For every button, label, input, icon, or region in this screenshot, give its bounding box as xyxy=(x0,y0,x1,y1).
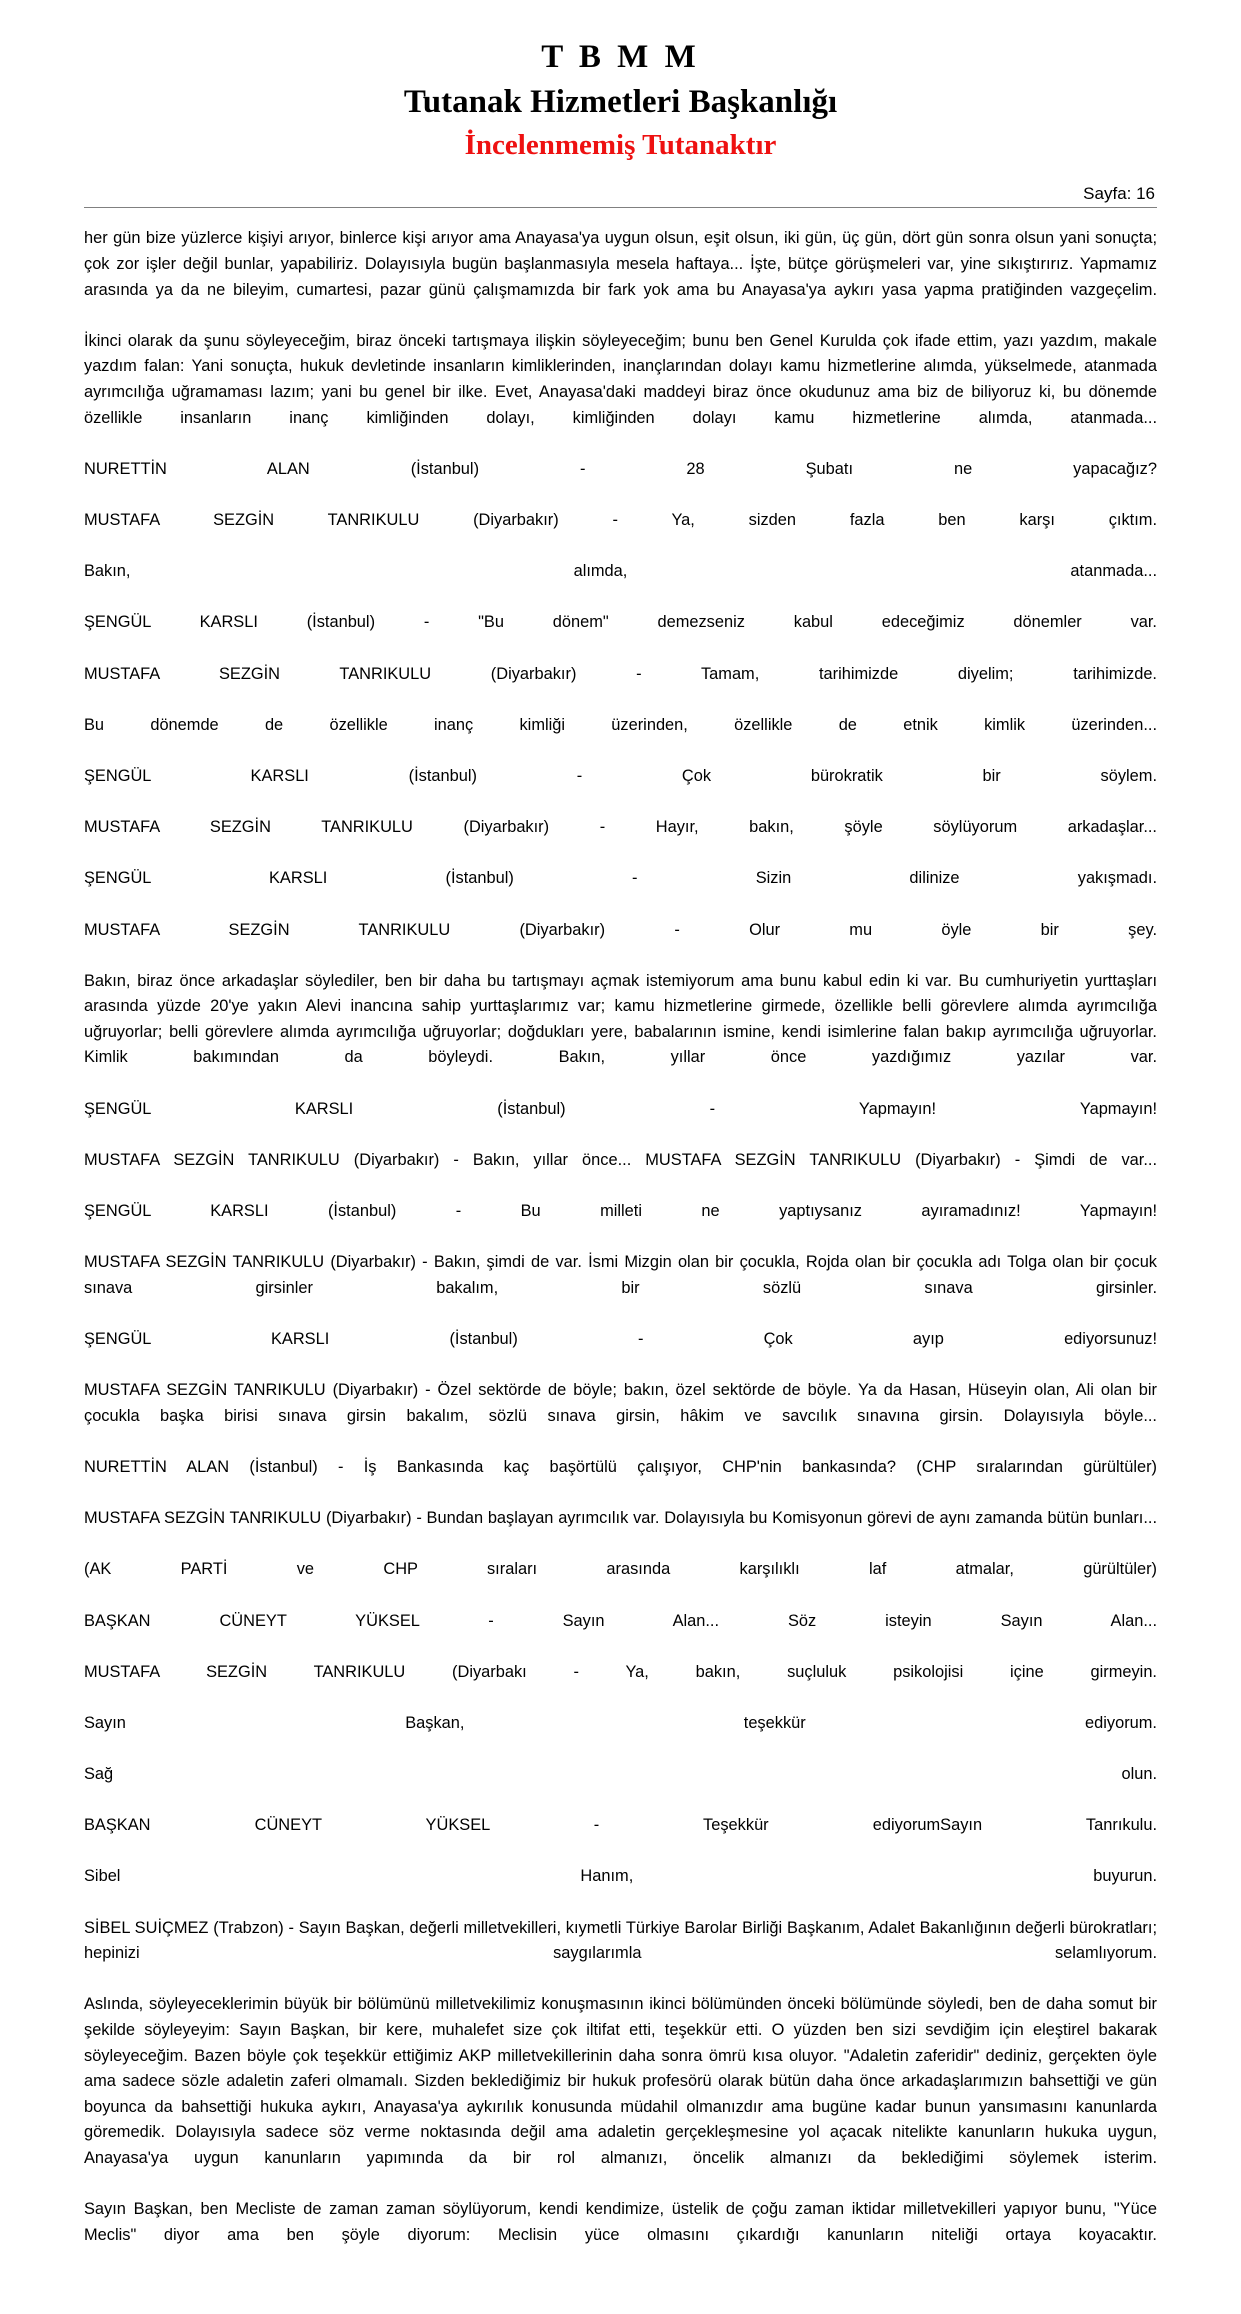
transcript-paragraph: ŞENGÜL KARSLI (İstanbul) - Bu milleti ne yaptıysanız ayıramadınız! Yapmayın! xyxy=(84,1202,1157,1221)
transcript-paragraph: MUSTAFA SEZGİN TANRIKULU (Diyarbakır) - Bakın, şimdi de var. İsmi Mizgin olan bir çocukla, Rojda olan bir çocukla adı Tolga olan bir çocuk sınava girsinler bakalım, bir sözlü sınava girsinler. xyxy=(84,1253,1157,1297)
transcript-paragraph: MUSTAFA SEZGİN TANRIKULU (Diyarbakır) - Bundan başlayan ayrımcılık var. Dolayısıyla bu Komisyonun görevi de aynı zamanda bütün bunları... xyxy=(84,1509,1157,1528)
transcript-paragraph: Bakın, alımda, atanmada... xyxy=(84,562,1157,581)
header-draft-notice: İncelenmemiş Tutanaktır xyxy=(464,128,777,161)
transcript-paragraph: İkinci olarak da şunu söyleyeceğim, biraz önceki tartışmaya ilişkin söyleyeceğim; bunu ben Genel Kurulda çok ifade ettim, yazı yazdım, makale yazdım falan: Yani sonuçta, hukuk devletinde insanların kimliklerinden, inançlarından dolayı kamu hizmetlerine alımda, yükselmede, atanmada ayrımcılığa uğramaması lazım; yani bu genel bir ilke. Evet, Anayasa'daki maddeyi biraz önce okudunuz ama biz de biliyoruz ki, bu dönemde özellikle insanların inanç kimliğinden dolayı, kimliğinden dolayı kamu hizmetlerine alımda, atanmada... xyxy=(84,331,1157,427)
header-divider xyxy=(84,207,1157,208)
transcript-paragraph: ŞENGÜL KARSLI (İstanbul) - Çok ayıp ediyorsunuz! xyxy=(84,1330,1157,1348)
transcript-paragraph: Bakın, biraz önce arkadaşlar söylediler, ben bir daha bu tartışmayı açmak istemiyorum ama bunu kabul edin ki var. Bu cumhuriyetin yurttaşları arasında yüzde 20'ye yakın Alevi inancına sahip yurttaşlarımız var; kamu hizmetlerine girmede, özellikle belli görevlere alımda ayrımcılığa uğruyorlar; belli görevlere alımda ayrımcılığa uğruyorlar; doğdukları yere, babalarının ismine, kendi isimlerine falan bakıp ayrımcılığa uğruyorlar. Kimlik bakımından da böyleydi. Bakın, yıllar önce yazdığımız yazılar var. xyxy=(84,971,1157,1067)
transcript-paragraph: MUSTAFA SEZGİN TANRIKULU (Diyarbakır) - Olur mu öyle bir şey. xyxy=(84,920,1157,939)
document-header xyxy=(84,36,1157,164)
transcript-paragraph: Sibel Hanım, buyurun. xyxy=(84,1867,1157,1886)
transcript-paragraph: her gün bize yüzlerce kişiyi arıyor, binlerce kişi arıyor ama Anayasa'ya uygun olsun, eşit olsun, iki gün, üç gün, dört gün sonra olsun yani sonuçta; çok zor işler değil bunlar, yapabiliriz. Dolayısıyla bugün başlanmasıyla mesela haftaya... İşte, bütçe görüşmeleri var, yine sıkıştırırız. Yapmamız arasında ya da ne bileyim, cumartesi, pazar günü çalışmamızda bir fark yok ama bu Anayasa'ya aykırı yasa yapma pratiğinden vazgeçelim. xyxy=(84,229,1157,299)
transcript-paragraph: Sağ olun. xyxy=(84,1765,1157,1784)
transcript-paragraph: ŞENGÜL KARSLI (İstanbul) - "Bu dönem" demezseniz kabul edeceğimiz dönemler var. xyxy=(84,613,1157,632)
transcript-paragraph: BAŞKAN CÜNEYT YÜKSEL - Teşekkür ediyorumSayın Tanrıkulu. xyxy=(84,1816,1157,1835)
transcript-paragraph: BAŞKAN CÜNEYT YÜKSEL - Sayın Alan... Söz isteyin Sayın Alan... xyxy=(84,1611,1157,1630)
transcript-paragraph: MUSTAFA SEZGİN TANRIKULU (Diyarbakır) - Bakın, yıllar önce... MUSTAFA SEZGİN TANRIKULU (Diyarbakır) - Şimdi de var... xyxy=(84,1150,1157,1169)
header-department-title: Tutanak Hizmetleri Başkanlığı xyxy=(403,83,838,120)
transcript-paragraph: ŞENGÜL KARSLI (İstanbul) - Sizin dilinize yakışmadı. xyxy=(84,869,1157,888)
transcript-paragraph: Bu dönemde de özellikle inanç kimliği üzerinden, özellikle de etnik kimlik üzerinden... xyxy=(84,715,1157,734)
transcript-paragraph: MUSTAFA SEZGİN TANRIKULU (Diyarbakır) - Hayır, bakın, şöyle söylüyorum arkadaşlar... xyxy=(84,818,1157,837)
transcript-paragraph: Sayın Başkan, teşekkür ediyorum. xyxy=(84,1713,1157,1732)
page-number: Sayfa: 16 xyxy=(1083,184,1155,204)
transcript-paragraph: MUSTAFA SEZGİN TANRIKULU (Diyarbakır) - Özel sektörde de böyle; bakın, özel sektörde de böyle. Ya da Hasan, Hüseyin olan, Ali olan bir çocukla başka birisi sınava girsin bakalım, sözlü sınava girsin, hâkim ve savcılık sınavına girsin. Dolayısıyla böyle... xyxy=(84,1381,1157,1425)
transcript-paragraph: ŞENGÜL KARSLI (İstanbul) - Yapmayın! Yapmayın! xyxy=(84,1099,1157,1118)
header-institution-title: T B M M xyxy=(541,39,700,75)
transcript-paragraph: (AK PARTİ ve CHP sıraları arasında karşılıklı laf atmalar, gürültüler) xyxy=(84,1560,1157,1579)
transcript-paragraph: MUSTAFA SEZGİN TANRIKULU (Diyarbakır) - Ya, sizden fazla ben karşı çıktım. xyxy=(84,511,1157,529)
transcript-paragraph: MUSTAFA SEZGİN TANRIKULU (Diyarbakı - Ya, bakın, suçluluk psikolojisi içine girmeyin. xyxy=(84,1662,1157,1681)
transcript-body xyxy=(84,226,1157,2274)
transcript-paragraph: Sayın Başkan, ben Mecliste de zaman zaman söylüyorum, kendi kendimize, üstelik de çoğu zaman iktidar milletvekilleri yapıyor bunu, "Yüce Meclis" diyor ama ben şöyle diyorum: Meclisin yüce olmasını çıkardığı kanunların niteliği ortaya koyacaktır. xyxy=(84,2200,1157,2244)
transcript-paragraph: SİBEL SUİÇMEZ (Trabzon) - Sayın Başkan, değerli milletvekilleri, kıymetli Türkiye Barolar Birliği Başkanım, Adalet Bakanlığının değerli bürokratları; hepinizi saygılarımla selamlıyorum. xyxy=(84,1918,1157,1963)
transcript-paragraph: NURETTİN ALAN (İstanbul) - İş Bankasında kaç başörtülü çalışıyor, CHP'nin bankasında? (CHP sıralarından gürültüler) xyxy=(84,1457,1157,1476)
transcript-paragraph: Aslında, söyleyeceklerimin büyük bir bölümünü milletvekilimiz konuşmasının ikinci bölümünden önceki bölümünde söyledi, ben de daha somut bir şekilde söyleyeyim: Sayın Başkan, bir kere, muhalefet size çok iltifat etti, teşekkür etti. O yüzden ben sizi sevdiğim için eleştirel bakarak söyleyeceğim. Bazen böyle çok teşekkür ettiğimiz AKP milletvekillerinin daha sonra ömrü kısa oluyor. "Adaletin zaferidir" dediniz, gerçekten öyle ama sadece sözle adaletin zaferi olmamalı. Sizden beklediğimiz bir hukuk profesörü olarak bütün daha önce arkadaşlarımızın bahsettiği ve gün boyunca da bahsettiği hukuka aykırı, Anayasa'ya aykırılık konusunda müdahil olmanızdır ama bugüne kadar bunun yansımasını kanunlarda göremedik. Dolayısıyla sadece söz verme noktasında değil ama adaletin gerçekleşmesine yol açacak nitelikte kanunların hukuka uygun, Anayasa'ya uygun kanunların yapımında da bir rol almanızı, öncelik almanızı da beklediğimi söylemek isterim. xyxy=(84,1995,1157,2167)
transcript-paragraph: MUSTAFA SEZGİN TANRIKULU (Diyarbakır) - Tamam, tarihimizde diyelim; tarihimizde. xyxy=(84,664,1157,683)
transcript-paragraph: NURETTİN ALAN (İstanbul) - 28 Şubatı ne yapacağız? xyxy=(84,459,1157,478)
transcript-paragraph: ŞENGÜL KARSLI (İstanbul) - Çok bürokratik bir söylem. xyxy=(84,766,1157,785)
